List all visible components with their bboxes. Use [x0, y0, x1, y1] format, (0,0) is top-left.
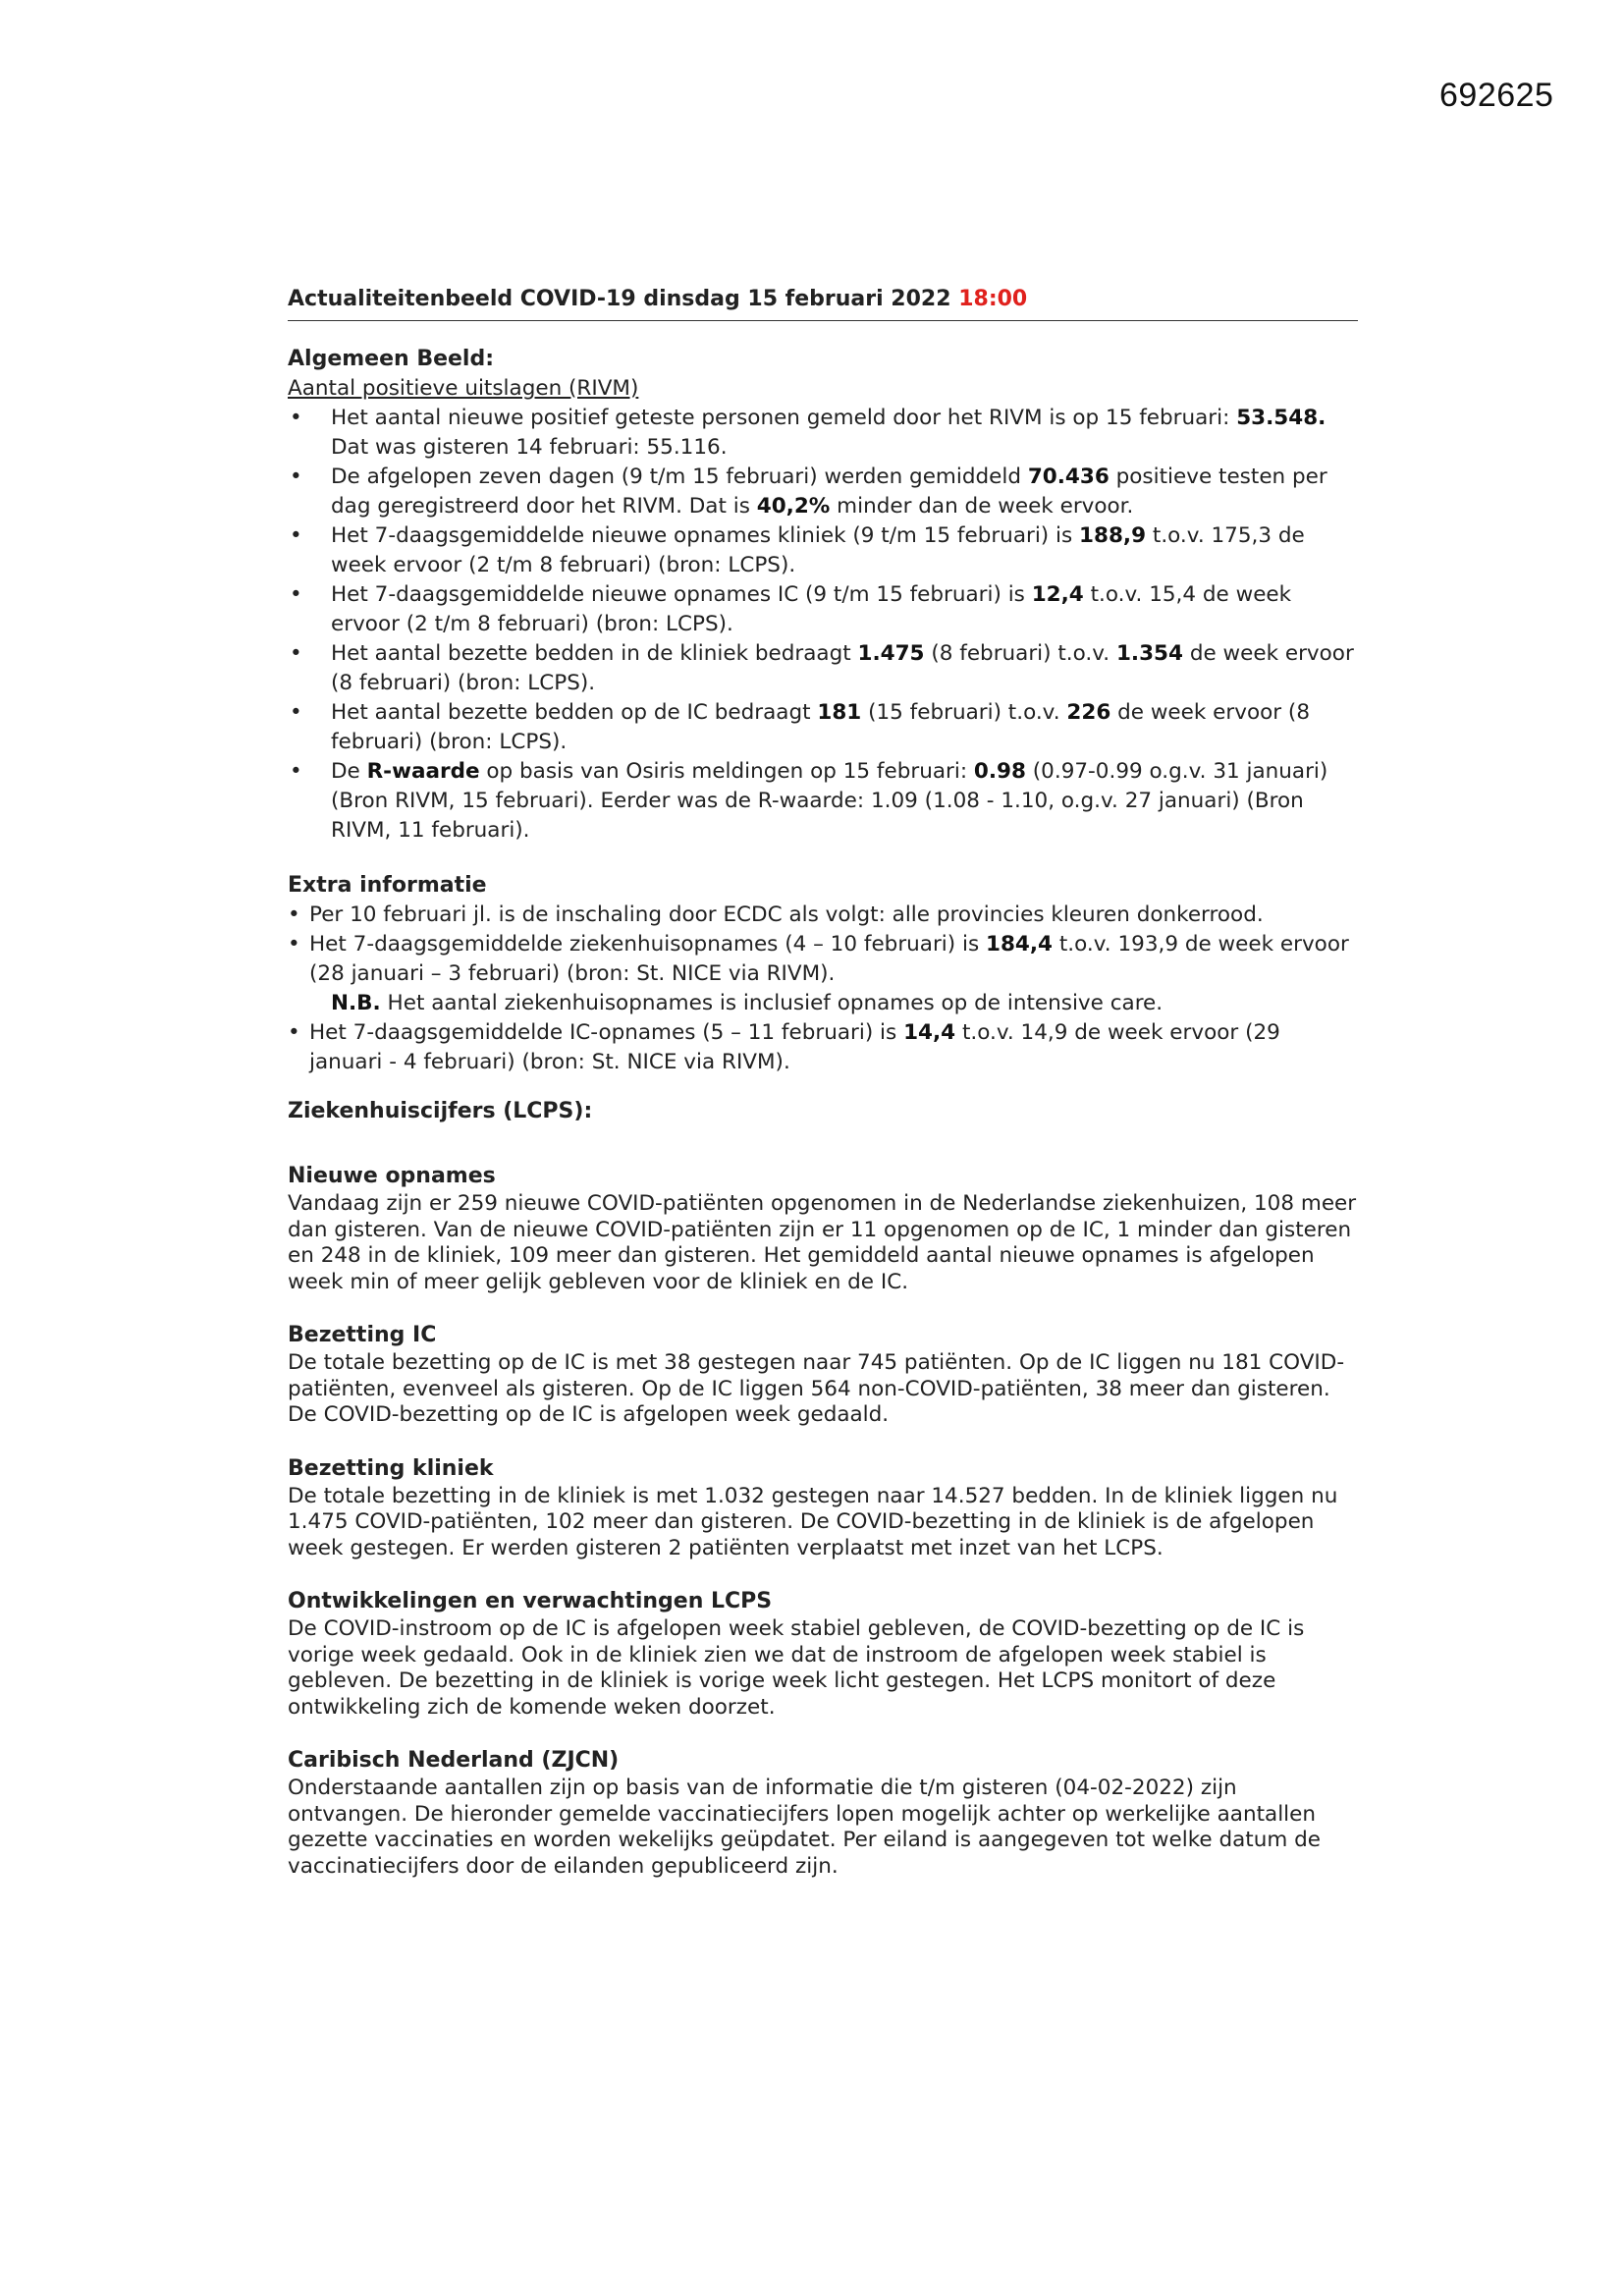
- item-text: Het 7-daagsgemiddelde ziekenhuisopnames (4 – 10 februari) is: [309, 932, 987, 957]
- algemeen-heading: Algemeen Beeld:: [288, 347, 495, 371]
- item-text: positieve testen per dag geregistreerd door het RIVM. Dat is: [331, 465, 1327, 519]
- bullet-icon: •: [290, 700, 302, 725]
- list-item: [288, 930, 1358, 989]
- item-text: (8 februari) t.o.v.: [924, 641, 1116, 666]
- note-label: N.B.: [331, 991, 381, 1015]
- item-text: De: [331, 759, 367, 784]
- item-text: de week ervoor (8 februari) (bron: LCPS).: [331, 641, 1354, 695]
- item-value: 184,4: [986, 932, 1054, 957]
- list-item: [288, 901, 1358, 930]
- item-text: op basis van Osiris meldingen op 15 februari:: [479, 759, 974, 784]
- item-value: 70.436: [1027, 465, 1110, 489]
- bullet-icon: •: [290, 406, 302, 430]
- bullet-icon: •: [288, 932, 300, 957]
- item-text: Dat was gisteren 14 februari: 55.116.: [331, 435, 728, 460]
- note-line: [288, 989, 1358, 1018]
- item-value: 53.548.: [1236, 406, 1326, 430]
- item-value: 40,2%: [756, 494, 831, 519]
- list-item: [288, 757, 1358, 846]
- bullet-icon: •: [290, 759, 302, 784]
- item-value: 181: [817, 700, 862, 725]
- bullet-icon: •: [288, 902, 300, 927]
- algemeen-list: [288, 404, 1358, 846]
- caribisch-heading: Caribisch Nederland (ZJCN): [288, 1748, 620, 1773]
- bezetting-kliniek-heading: Bezetting kliniek: [288, 1455, 494, 1481]
- extra-list: [288, 901, 1358, 989]
- bullet-icon: •: [290, 523, 302, 548]
- page-title-time: 18:00: [958, 287, 1028, 311]
- algemeen-subheading: Aantal positieve uitslagen (RIVM): [288, 376, 639, 401]
- item-value: R-waarde: [366, 759, 480, 784]
- ontwikkelingen-heading: Ontwikkelingen en verwachtingen LCPS: [288, 1589, 773, 1613]
- item-text: (0.97-0.99 o.g.v. 31 januari) (Bron RIVM, 15 februari). Eerder was de R-waarde: 1.09 (1.08 - 1.10, o.g.v. 27 januari) (Bron RIVM, 11 februari).: [331, 759, 1328, 843]
- item-value: 188,9: [1079, 523, 1147, 548]
- bezetting-kliniek-text: De totale bezetting in de kliniek is met 1.032 gestegen naar 14.527 bedden. In de kliniek liggen nu 1.475 COVID-patiënten, 102 meer dan gisteren. De COVID-bezetting in de kliniek is de afgelopen week gestegen. Er werden gisteren 2 patiënten verplaatst met inzet van het LCPS.: [288, 1483, 1338, 1560]
- item-text: Het aantal bezette bedden op de IC bedraagt: [331, 700, 818, 725]
- item-text: Het 7-daagsgemiddelde nieuwe opnames kliniek (9 t/m 15 februari) is: [331, 523, 1080, 548]
- item-text: de week ervoor (8 februari) (bron: LCPS).: [331, 700, 1311, 754]
- lcps-heading: Ziekenhuiscijfers (LCPS):: [288, 1099, 593, 1123]
- list-item: [288, 698, 1358, 757]
- item-value: 226: [1066, 700, 1111, 725]
- item-text: minder dan de week ervoor.: [830, 494, 1134, 519]
- ontwikkelingen-text: De COVID-instroom op de IC is afgelopen week stabiel gebleven, de COVID-bezetting op de IC is vorige week gedaald. Ook in de kliniek zien we dat de instroom de afgelopen week stabiel is gebleven. De bezetting in de kliniek is vorige week licht gestegen. Het LCPS monitort of deze ontwikkeling zich de komende weken doorzet.: [288, 1616, 1305, 1720]
- item-value: 14,4: [903, 1020, 956, 1045]
- item-value: 12,4: [1031, 582, 1084, 607]
- list-item: [288, 580, 1358, 639]
- bullet-icon: •: [288, 1020, 300, 1045]
- bezetting-ic-heading: Bezetting IC: [288, 1323, 437, 1347]
- nieuwe-opnames-text: Vandaag zijn er 259 nieuwe COVID-patiënten opgenomen in de Nederlandse ziekenhuizen, 108 meer dan gisteren. Van de nieuwe COVID-patiënten zijn er 11 opgenomen op de IC, 1 minder dan gisteren en 248 in de kliniek, 109 meer dan gisteren. Het gemiddeld aantal nieuwe opnames is afgelopen week min of meer gelijk gebleven voor de kliniek en de IC.: [288, 1191, 1357, 1294]
- page-title: [288, 285, 1358, 321]
- item-text: t.o.v. 15,4 de week ervoor (2 t/m 8 februari) (bron: LCPS).: [331, 582, 1292, 636]
- nieuwe-opnames-heading: Nieuwe opnames: [288, 1164, 496, 1188]
- item-text: t.o.v. 193,9 de week ervoor (28 januari – 3 februari) (bron: St. NICE via RIVM).: [309, 932, 1349, 986]
- item-value: 1.475: [857, 641, 925, 666]
- list-item: [288, 463, 1358, 521]
- item-text: Het aantal nieuwe positief geteste personen gemeld door het RIVM is op 15 februari:: [331, 406, 1237, 430]
- caribisch-text: Onderstaande aantallen zijn op basis van de informatie die t/m gisteren (04-02-2022) zijn ontvangen. De hieronder gemelde vaccinatiecijfers lopen mogelijk achter op werkelijke aantallen gezette vaccinaties en worden wekelijks geüpdatet. Per eiland is aangegeven tot welke datum de vaccinatiecijfers door de eilanden gepubliceerd zijn.: [288, 1776, 1321, 1879]
- bullet-icon: •: [290, 465, 302, 489]
- list-item: [288, 521, 1358, 580]
- document-id: 692625: [1439, 77, 1554, 114]
- extra-list-continued: [288, 1018, 1358, 1077]
- item-text: Per 10 februari jl. is de inschaling door ECDC als volgt: alle provincies kleuren donkerrood.: [309, 902, 1264, 927]
- document-body: [288, 285, 1358, 1880]
- item-text: Het 7-daagsgemiddelde IC-opnames (5 – 11 februari) is: [309, 1020, 904, 1045]
- bezetting-ic-text: De totale bezetting op de IC is met 38 gestegen naar 745 patiënten. Op de IC liggen nu 181 COVID-patiënten, evenveel als gisteren. Op de IC liggen 564 non-COVID-patiënten, 38 meer dan gisteren. De COVID-bezetting op de IC is afgelopen week gedaald.: [288, 1350, 1345, 1427]
- list-item: [288, 404, 1358, 463]
- item-text: De afgelopen zeven dagen (9 t/m 15 februari) werden gemiddeld: [331, 465, 1028, 489]
- item-value: 0.98: [973, 759, 1026, 784]
- note-text: Het aantal ziekenhuisopnames is inclusief opnames op de intensive care.: [380, 991, 1164, 1015]
- item-text: Het aantal bezette bedden in de kliniek bedraagt: [331, 641, 858, 666]
- item-text: t.o.v. 175,3 de week ervoor (2 t/m 8 februari) (bron: LCPS).: [331, 523, 1305, 577]
- bullet-icon: •: [290, 641, 302, 666]
- item-text: Het 7-daagsgemiddelde nieuwe opnames IC (9 t/m 15 februari) is: [331, 582, 1032, 607]
- bullet-icon: •: [290, 582, 302, 607]
- extra-heading: Extra informatie: [288, 873, 487, 898]
- list-item: [288, 1018, 1358, 1077]
- list-item: [288, 639, 1358, 698]
- item-text: (15 februari) t.o.v.: [861, 700, 1067, 725]
- item-value: 1.354: [1115, 641, 1183, 666]
- page-title-text: Actualiteitenbeeld COVID-19 dinsdag 15 februari 2022: [288, 287, 959, 311]
- item-text: t.o.v. 14,9 de week ervoor (29 januari - 4 februari) (bron: St. NICE via RIVM).: [309, 1020, 1280, 1074]
